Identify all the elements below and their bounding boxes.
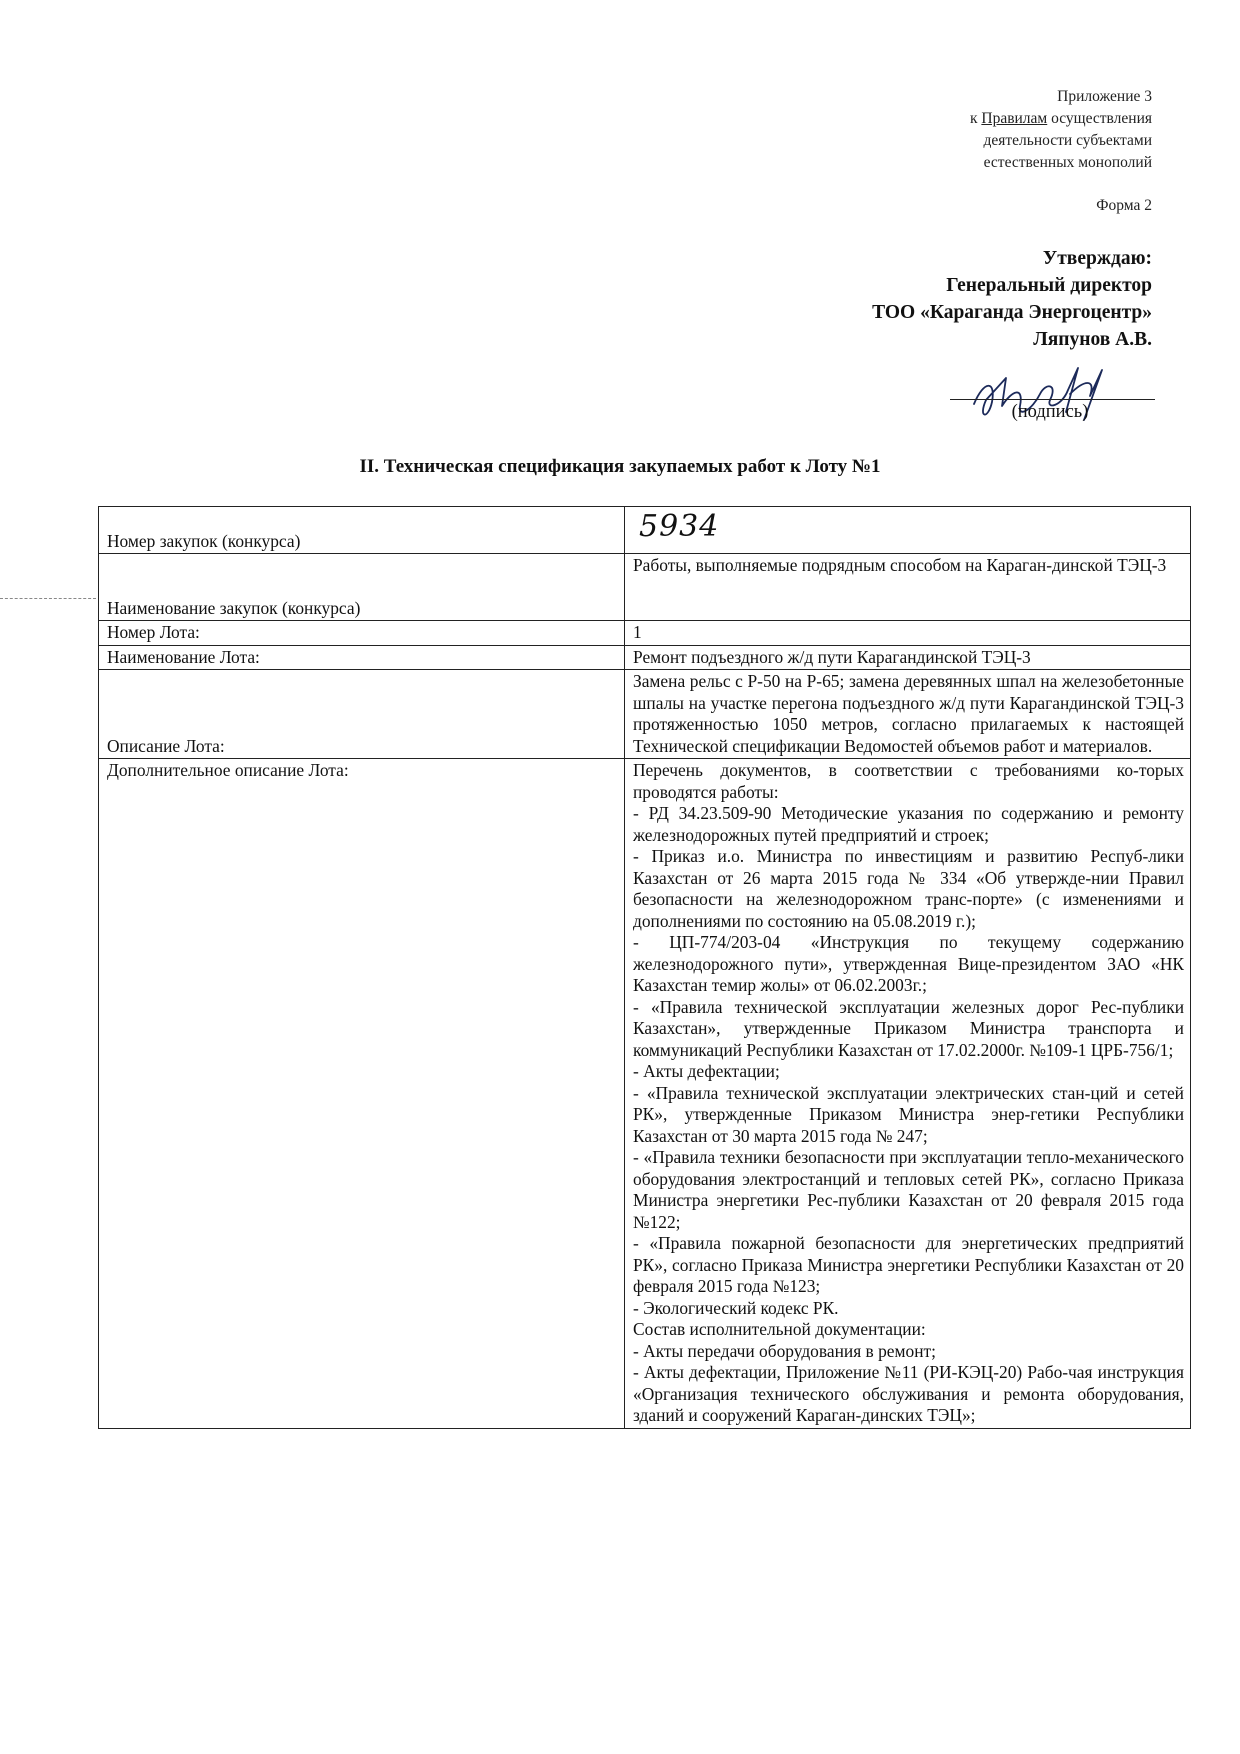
appendix-block [732, 86, 1152, 174]
row-label: Дополнительное описание Лота: [99, 759, 625, 1429]
row-label: Описание Лота: [99, 670, 625, 759]
appendix-line-1: Приложение 3 [1057, 88, 1152, 105]
row-value: Замена рельс с Р-50 на Р-65; замена деревянных шпал на железобетонные шпалы на участке перегона подъездного ж/д пути Карагандинской ТЭЦ-3 протяженностью 1050 метров, согласно прилагаемых к настоящей Технической спецификации Ведомостей объемов работ и материалов. [625, 670, 1191, 759]
table-row [99, 759, 1191, 1429]
section-title: II. Техническая спецификация закупаемых работ к Лоту №1 [359, 456, 881, 477]
row-value [625, 507, 1191, 554]
row-label: Наименование Лота: [99, 645, 625, 670]
row-value: 1 [625, 621, 1191, 646]
approval-block [632, 245, 1152, 353]
row-label: Номер Лота: [99, 621, 625, 646]
row-label: Номер закупок (конкурса) [99, 507, 625, 554]
table-row [99, 507, 1191, 554]
table-row [99, 670, 1191, 759]
appendix-line-2: к Правилам осуществления [969, 110, 1152, 127]
table-row [99, 621, 1191, 646]
signature-line [950, 399, 1155, 400]
margin-dash-line [0, 598, 96, 599]
rules-link[interactable]: Правилам [981, 110, 1048, 127]
row-value: Ремонт подъездного ж/д пути Карагандинской ТЭЦ-3 [625, 645, 1191, 670]
appendix-line-4: естественных монополий [983, 154, 1152, 171]
table-row [99, 645, 1191, 670]
row-label: Наименование закупок (конкурса) [99, 554, 625, 621]
row-value: Работы, выполняемые подрядным способом на Караган-динской ТЭЦ-3 [625, 554, 1191, 621]
purchase-number-handwritten: 5934 [639, 509, 720, 544]
form-number: Форма 2 [1096, 197, 1152, 214]
signature-caption: (подпись) [1011, 402, 1089, 422]
approval-line-1: Утверждаю: [1042, 248, 1152, 269]
appendix-line-3: деятельности субъектами [983, 132, 1152, 149]
approval-line-2: Генеральный директор [946, 275, 1152, 296]
approval-line-4: Ляпунов А.В. [1033, 329, 1152, 350]
specification-table [98, 506, 1191, 1429]
table-row [99, 554, 1191, 621]
row-value: Перечень документов, в соответствии с требованиями ко-торых проводятся работы: - РД 34.23.509-90 Методические указания по содержанию и ремонту железнодорожных путей предприятий и строек; - Приказ и.о. Министра по инвестициям и развитию Респуб-лики Казахстан от 26 марта 2015 года № 334 «Об утвержде-нии Правил безопасности на железнодорожном транс-порте» (с изменениями и дополнениями по состоянию на 05.08.2019 г.); - ЦП-774/203-04 «Инструкция по текущему содержанию железнодорожного пути», утвержденная Вице-президентом ЗАО «НК Казахстан темир жолы» от 06.02.2003г.; - «Правила технической эксплуатации железных дорог Рес-публики Казахстан», утвержденные Приказом Министра транспорта и коммуникаций Республики Казахстан от 17.02.2000г. №109-1 ЦРБ-756/1; - Акты дефектации; - «Правила технической эксплуатации электрических стан-ций и сетей РК», утвержденные Приказом Министра энер-гетики Республики Казахстан от 30 марта 2015 года № 247; - «Правила техники безопасности при эксплуатации тепло-механического оборудования электростанций и тепловых сетей РК», согласно Приказа Министра энергетики Рес-публики Казахстан от 20 февраля 2015 года №122; - «Правила пожарной безопасности для энергетических предприятий РК», согласно Приказа Министра энергетики Республики Казахстан от 20 февраля 2015 года №123; - Экологический кодекс РК. Состав исполнительной документации: - Акты передачи оборудования в ремонт; - Акты дефектации, Приложение №11 (РИ-КЭЦ-20) Рабо-чая инструкция «Организация технического обслуживания и ремонта оборудования, зданий и сооружений Караган-динских ТЭЦ»; [625, 759, 1191, 1429]
approval-line-3: ТОО «Караганда Энергоцентр» [872, 302, 1152, 323]
